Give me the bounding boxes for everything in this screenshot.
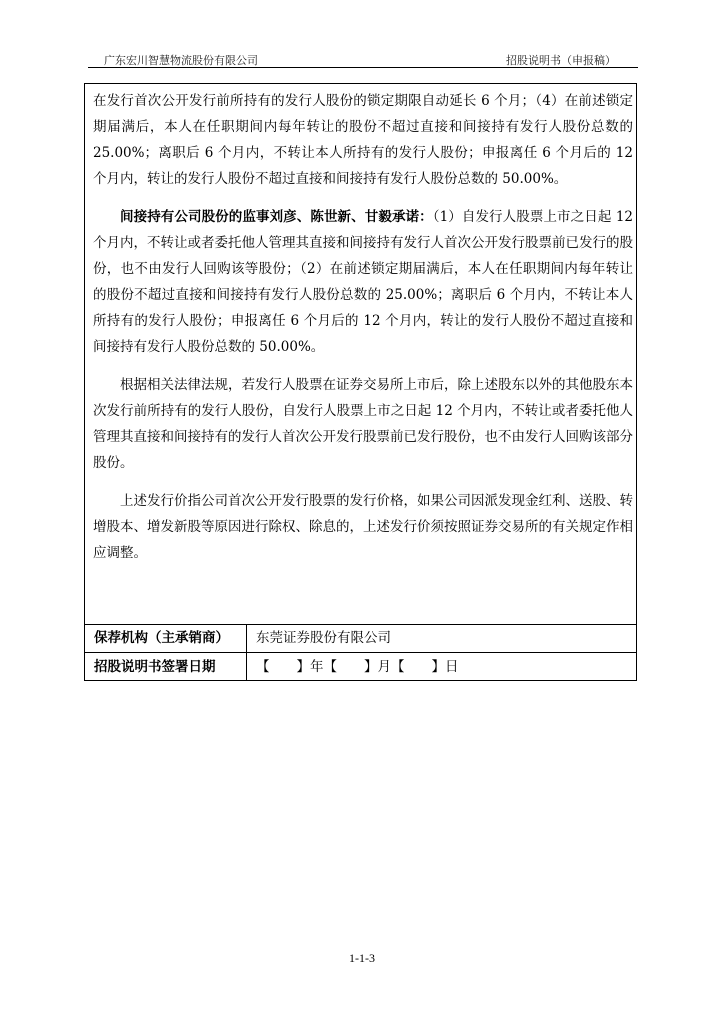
paragraph-other-shareholders: 根据相关法律法规，若发行人股票在证券交易所上市后，除上述股东以外的其他股东本次发行前所持有的发行人股份，自发行人股票上市之日起 12 个月内，不转让或者委托他人管理其直接和间接持有的发行人首次公开发行股票前已发行股份，也不由发行人回购该部分股份。 (93, 377, 633, 471)
paragraph-supervisors-commitment (93, 204, 633, 360)
table-divider (84, 652, 637, 653)
document-title: 招股说明书（申报稿） (506, 54, 616, 67)
company-name: 广东宏川智慧物流股份有限公司 (104, 54, 258, 67)
sponsor-value: 东莞证券股份有限公司 (256, 630, 391, 646)
table-column-divider (246, 624, 247, 681)
table-divider (84, 624, 637, 625)
page-header (88, 46, 638, 68)
signing-date-value: 【 】年【 】月【 】日 (256, 659, 459, 675)
supervisors-commitment-body: （1）自发行人股票上市之日起 12 个月内，不转让或者委托他人管理其直接和间接持有发行人首次公开发行股票前已发行的股份，也不由发行人回购该等股份；（2）在前述锁定期届满后，本人在任职期间内每年转让的股份不超过直接和间接持有发行人股份总数的 25.00%；离职后 6 个月内，不转让本人所持有的发行人股份；申报离任 6 个月后的 12 个月内，转让的发行人股份不超过直接和间接持有发行人股份总数的 50.00%。 (93, 209, 633, 355)
commitment-text (93, 88, 633, 566)
paragraph-lockup-extension: 在发行首次公开发行前所持有的发行人股份的锁定期限自动延长 6 个月；（4）在前述锁定期届满后，本人在任职期间内每年转让的股份不超过直接和间接持有发行人股份总数的 25.00%；离职后 6 个月内，不转让本人所持有的发行人股份；申报离任 6 个月后的 12 个月内，转让的发行人股份不超过直接和间接持有发行人股份总数的 50.00%。 (93, 93, 633, 187)
page-number: 1-1-3 (349, 951, 375, 965)
header-divider (88, 67, 638, 68)
supervisors-commitment-heading: 间接持有公司股份的监事刘彦、陈世新、甘毅承诺： (120, 209, 433, 225)
signing-date-label: 招股说明书签署日期 (94, 659, 216, 675)
paragraph-issue-price-note: 上述发行价指公司首次公开发行股票的发行价格，如果公司因派发现金红利、送股、转增股本、增发新股等原因进行除权、除息的，上述发行价须按照证券交易所的有关规定作相应调整。 (93, 493, 633, 561)
sponsor-label: 保荐机构（主承销商） (94, 630, 229, 646)
